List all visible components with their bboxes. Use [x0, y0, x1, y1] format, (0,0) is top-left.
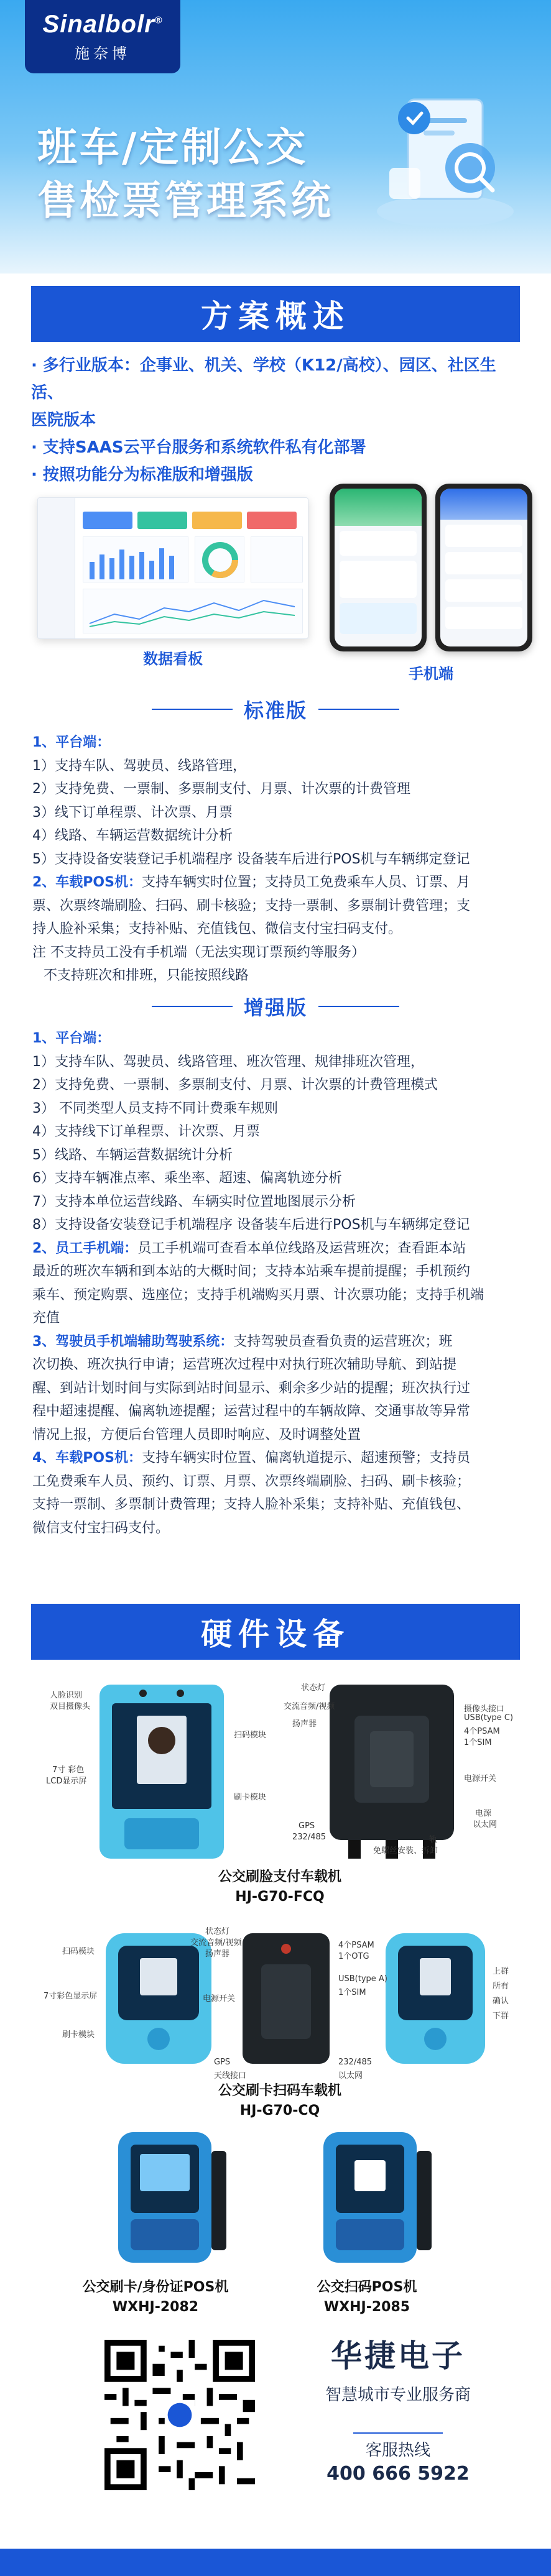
tag-text: 以太网	[338, 2071, 363, 2081]
standard-version-header: 标准版	[0, 695, 551, 724]
hero-banner	[0, 0, 551, 274]
overview-bullet: · 多行业版本：企事业、机关、学校（K12/高校）、园区、社区生活、	[31, 356, 496, 402]
section-hardware-header: 硬件设备	[31, 1604, 520, 1660]
dashboard-screenshot	[37, 497, 308, 639]
enhanced-line: 1）支持车队、驾驶员、线路管理、班次管理、规律排班次管理，	[32, 1054, 424, 1070]
enhanced-line: 醒、到站计划时间与实际到站时间显示、剩余多少站的提醒；班次执行过	[32, 1380, 471, 1396]
tag-text: 所有	[493, 1982, 509, 1991]
hotline-label: 客服热线	[353, 2432, 443, 2460]
standard-line: 注 不支持员工没有手机端（无法实现订票预约等服务）	[32, 944, 365, 960]
tag-text: 232/485	[292, 1833, 326, 1842]
tag-text: 刷卡模块	[234, 1793, 267, 1802]
tag-text: 下群	[493, 2012, 509, 2021]
mobile-caption: 手机端	[409, 665, 453, 683]
enhanced-line: 微信支付宝扫码支付。	[32, 1520, 170, 1536]
enhanced-line: 1、平台端：	[32, 1031, 111, 1046]
logo-en: Sinalbolr	[42, 11, 155, 38]
tag-text: 扬声器	[292, 1719, 317, 1729]
hotline-number[interactable]: 400 666 5922	[326, 2463, 470, 2485]
mobile-screenshot-1	[330, 484, 427, 651]
tag-text: 确认	[493, 1997, 509, 2006]
enhanced-line: 2、员工手机端：员工手机端可查看本单位线路及运营班次；查看距本站	[32, 1240, 466, 1256]
enhanced-line: 3、驾驶员手机端辅助驾驶系统：支持驾驶员查看负责的运营班次；班	[32, 1333, 453, 1350]
enhanced-line: 工免费乘车人员、预约、订票、月票、次票终端刷脸、扫码、刷卡核验；	[32, 1473, 471, 1489]
tag-text: 7寸彩色显示屏	[44, 1992, 98, 2001]
enhanced-line: 5）线路、车辆运营数据统计分析	[32, 1147, 233, 1163]
enhanced-line: 充值	[32, 1310, 60, 1326]
company-logo: Sinalbolr® 施奈博	[25, 0, 180, 73]
standard-line: 票、次票终端刷脸、扫码、刷卡核验；支持一票制、多票制计费管理；支	[32, 898, 471, 914]
standard-line: 5）支持设备安装登记手机端程序 设备装车后进行POS机与车辆绑定登记	[32, 851, 470, 867]
standard-line: 2、车载POS机：支持车辆实时位置；支持员工免费乘车人员、订票、月	[32, 875, 470, 890]
tag-text: 7寸 彩色	[52, 1765, 85, 1775]
tag-text: 上群	[493, 1967, 509, 1976]
tag-text: 4个PSAM	[338, 1941, 374, 1950]
tag-text: 扫码模块	[234, 1731, 267, 1740]
tag-text: 232/485	[338, 2058, 373, 2067]
tag-text: GPS	[214, 2058, 231, 2067]
device4-label: 公交扫码POS机 WXHJ-2085	[317, 2279, 417, 2315]
tag-text: 电源	[475, 1809, 492, 1818]
tag-text: 以太网	[473, 1820, 498, 1829]
enhanced-line: 8）支持设备安装登记手机端程序 设备装车后进行POS机与车辆绑定登记	[32, 1217, 470, 1233]
tag-text: 电源开关	[203, 1994, 236, 2003]
mobile-screenshot-2	[435, 484, 532, 651]
standard-version-content	[32, 731, 524, 988]
face-pay-terminal-front-icon	[93, 1678, 230, 1865]
qr-scan-pos-icon	[311, 2126, 435, 2269]
enhanced-line: 4、车载POS机：支持车辆实时位置、偏离轨道提示、超速预警；支持员	[32, 1450, 470, 1466]
enhanced-line: 情况上报，方便后台管理人员即时响应、及时调整处置	[32, 1427, 361, 1443]
brand-slogan: 智慧城市专业服务商	[325, 2386, 471, 2404]
hero-title-line1: 班车/定制公交	[37, 125, 308, 171]
section-overview-header: 方案概述	[31, 286, 520, 342]
footer-bar	[0, 2549, 551, 2576]
card-scan-terminal-back-icon	[236, 1927, 336, 2070]
overview-bullet: 医院版本	[31, 411, 96, 430]
enhanced-line: 乘车、预定购票、选座位；支持手机端购买月票、计次票功能；支持手机端	[32, 1287, 484, 1303]
brand-block	[286, 2331, 510, 2485]
enhanced-line: 最近的班次车辆和到本站的大概时间；支持本站乘车提前提醒；手机预约	[32, 1264, 471, 1279]
brand-name: 华捷电子	[331, 2338, 465, 2374]
tag-text: 状态灯	[301, 1683, 326, 1693]
tag-text: 轨	[429, 1835, 438, 1844]
standard-line: 不支持班次和排班，只能按照线路	[44, 968, 249, 983]
tag-text: USB(type A)	[338, 1974, 387, 1984]
enhanced-version-content	[32, 1027, 524, 1540]
tag-text: 扬声器	[205, 1949, 230, 1959]
enhanced-version-header: 增强版	[0, 992, 551, 1021]
tag-text: 交流音频/视频	[190, 1938, 242, 1948]
enhanced-line: 2）支持免费、一票制、多票制支付、月票、计次票的计费管理模式	[32, 1077, 438, 1093]
hero-title-line2: 售检票管理系统	[37, 178, 333, 224]
enhanced-line: 程中超速提醒、偏离轨迹提醒；运营过程中的车辆故障、交通事故等异常	[32, 1404, 471, 1419]
standard-line: 1、平台端：	[32, 735, 111, 750]
enhanced-line: 支持一票制、多票制计费管理；支持人脸补采集；支持补贴、充值钱包、	[32, 1497, 471, 1512]
id-card-pos-icon	[106, 2126, 230, 2269]
logo-cn: 施奈博	[75, 45, 131, 62]
enhanced-line: 4）支持线下订单程票、计次票、月票	[32, 1124, 260, 1139]
tag-text: LCD显示屏	[46, 1777, 87, 1786]
standard-line: 4）线路、车辆运营数据统计分析	[32, 828, 233, 844]
tag-text: 刷卡模块	[62, 2030, 95, 2040]
overview-bullet: · 按照功能分为标准版和增强版	[31, 466, 253, 484]
tag-text: 摄像头接口	[464, 1704, 505, 1714]
overview-bullet: · 支持SAAS云平台服务和系统软件私有化部署	[31, 438, 366, 457]
tag-text: USB(type C)	[464, 1713, 514, 1723]
tag-text: 交流音频/视频	[284, 1702, 335, 1711]
dashboard-caption: 数据看板	[143, 650, 203, 668]
tag-text: 1个SIM	[464, 1738, 492, 1747]
tag-text: 1个OTG	[338, 1952, 369, 1961]
face-pay-terminal-back-icon	[323, 1678, 460, 1865]
tag-text: 天线接口	[214, 2071, 247, 2081]
enhanced-line: 次切换、班次执行申请；运营班次过程中对执行班次辅助导航、到站提	[32, 1357, 457, 1373]
standard-line: 持人脸补采集；支持补贴、充值钱包、微信支付宝扫码支付。	[32, 921, 402, 937]
tag-text: 扫码模块	[62, 1947, 95, 1956]
standard-line: 3）线下订单程票、计次票、月票	[32, 804, 233, 821]
enhanced-line: 7）支持本单位运营线路、车辆实时位置地图展示分析	[32, 1194, 356, 1210]
tag-text: 电源开关	[464, 1774, 497, 1783]
ticket-illustration-icon	[364, 75, 526, 236]
tag-text: 状态灯	[205, 1927, 230, 1936]
card-scan-terminal-front-icon	[100, 1927, 218, 2070]
enhanced-line: 6）支持车辆准点率、乘坐率、超速、偏离轨迹分析	[32, 1171, 342, 1186]
device2-label: 公交刷卡扫码车载机 HJ-G70-CQ	[218, 2083, 341, 2118]
standard-line: 2）支持免费、一票制、多票制支付、月票、计次票的计费管理	[32, 781, 410, 797]
tag-text: GPS	[299, 1821, 315, 1831]
tag-text: 双目摄像头	[50, 1702, 91, 1711]
tag-text: 免螺丝安装、拆卸	[373, 1846, 438, 1856]
tag-text: 1个SIM	[338, 1988, 366, 1997]
tag-text: 4个PSAM	[464, 1727, 500, 1736]
card-scan-terminal-side-icon	[373, 1927, 491, 2070]
tag-text: 人脸识别	[50, 1691, 83, 1700]
enhanced-line: 3） 不同类型人员支持不同计费乘车规则	[32, 1100, 278, 1116]
overview-bullets	[31, 352, 522, 489]
standard-line: 1）支持车队、驾驶员、线路管理，	[32, 758, 246, 774]
device1-label: 公交刷脸支付车载机 HJ-G70-FCQ	[218, 1869, 341, 1905]
qr-code-icon	[102, 2337, 257, 2493]
device3-label: 公交刷卡/身份证POS机 WXHJ-2082	[82, 2279, 229, 2315]
